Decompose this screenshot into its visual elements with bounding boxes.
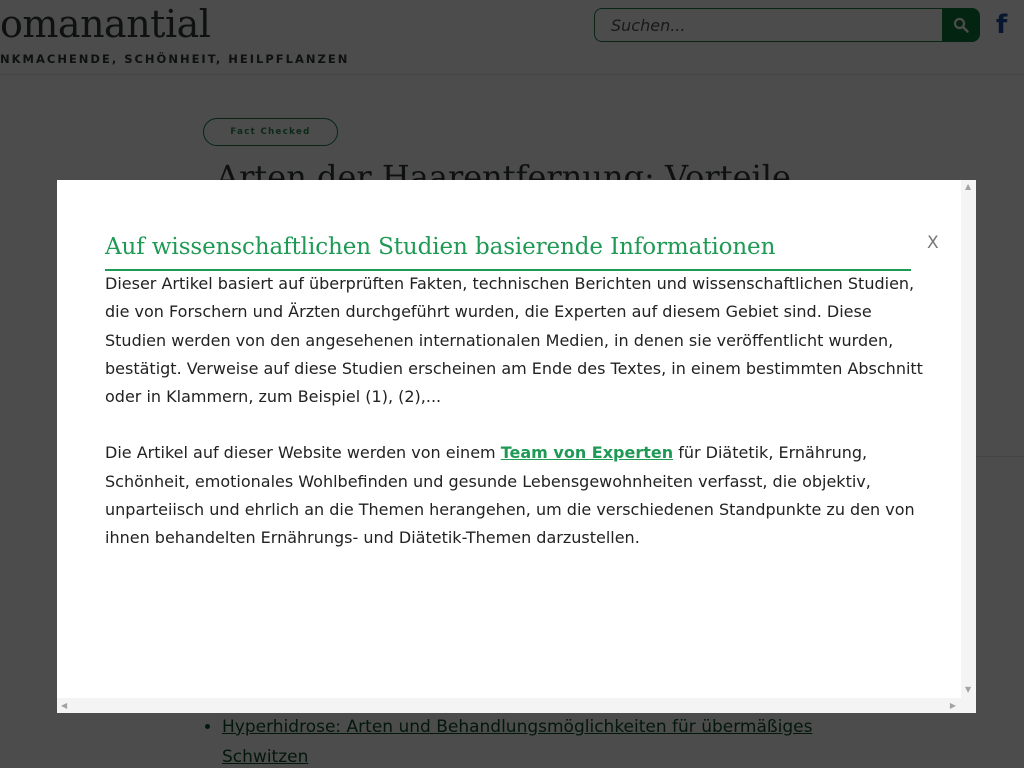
scroll-right-arrow-icon[interactable]: ▶ xyxy=(949,701,956,710)
close-button[interactable]: X xyxy=(927,233,939,253)
modal-paragraph-1: Dieser Artikel basiert auf überprüften Fakten, technischen Berichten und wissenschaftlichen Studien, die von Forschern und Ärzten durchgeführt wurden, die Experten auf diesem Gebiet sind. Diese Studien werden von den angesehenen internationalen Medien, in denen sie veröffentlicht wurden, bestätigt. Verweise auf diese Studien erscheinen am Ende des Textes, in einem bestimmten Abschnitt oder in Klammern, zum Beispiel (1), (2),... xyxy=(105,274,923,407)
fact-check-modal xyxy=(57,180,976,713)
modal-paragraph-2 xyxy=(105,439,927,552)
scroll-down-arrow-icon[interactable]: ▼ xyxy=(965,685,972,694)
experts-team-link[interactable]: Team von Experten xyxy=(500,443,674,463)
horizontal-scrollbar[interactable] xyxy=(57,698,976,713)
scroll-up-arrow-icon[interactable]: ▲ xyxy=(965,182,972,191)
modal-body xyxy=(105,270,927,553)
paragraph-2-text-start: Die Artikel auf dieser Website werden von einem xyxy=(105,443,501,463)
vertical-scrollbar[interactable] xyxy=(961,180,976,698)
paragraph-2-text-end: für Diätetik, Ernährung, Schönheit, emotionales Wohlbefinden und gesunde Lebensgewohnheiten verfasst, die objektiv, unparteiisch und ehrlich an die Themen herangehen, um die verschiedenen Standpunkte zu den von ihnen behandelten Ernährungs- und Diätetik-Themen darzustellen. xyxy=(105,443,915,548)
modal-heading: Auf wissenschaftlichen Studien basierende Informationen xyxy=(105,234,776,260)
scroll-left-arrow-icon[interactable]: ◀ xyxy=(61,701,68,710)
